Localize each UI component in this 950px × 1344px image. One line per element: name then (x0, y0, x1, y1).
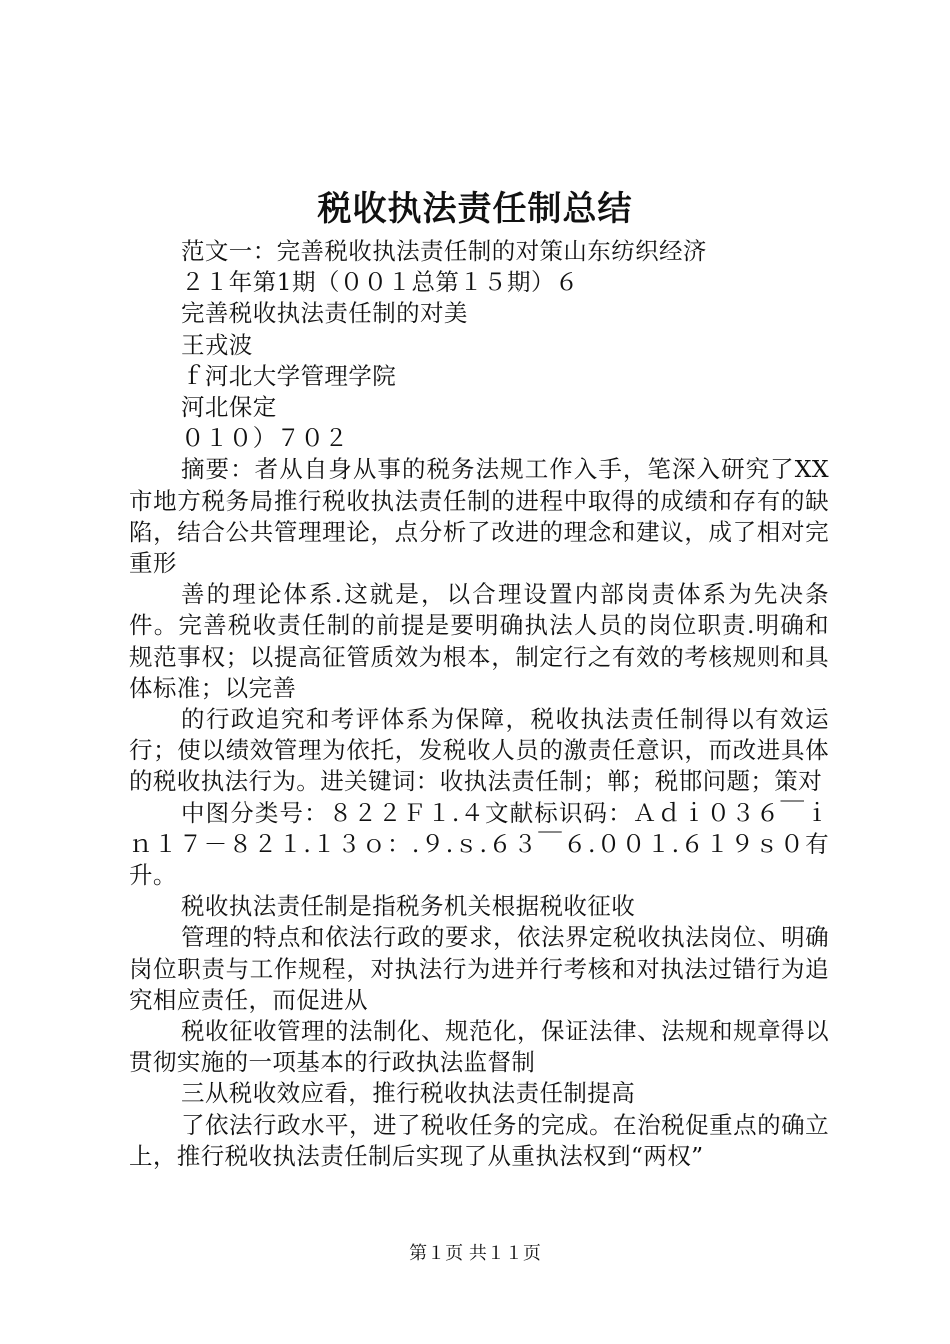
document-body (129, 236, 829, 1172)
paragraph: 中图分类号：８２２Ｆ１.４文献标识码：Ａｄｉ０３６￣ｉｎ１７－８２１.１３ｏ：.９.ｓ.６３￣６.００１.６１９ｓ０有升。 (129, 798, 829, 890)
text-line: 河北保定 (181, 393, 277, 422)
paragraph: 税收征收管理的法制化、规范化，保证法律、法规和规章得以贯彻实施的一项基本的行政执法监督制 (129, 1017, 829, 1077)
text-line: ０１０）７０２ (181, 424, 349, 453)
text-line: ｆ河北大学管理学院 (181, 361, 397, 390)
paragraph: 摘要：者从自身从事的税务法规工作入手，笔深入研究了XX市地方税务局推行税收执法责任制的进程中取得的成绩和存有的缺陷，结合公共管理理论，点分析了改进的理念和建议，成了相对完重形 (129, 455, 829, 578)
text-line: ２１年第1期（００１总第１５期）６ (181, 268, 579, 297)
page-footer: 第１页 共１１页 (409, 1243, 541, 1264)
paragraph: 税收执法责任制是指税务机关根据税收征收 (181, 892, 636, 921)
paragraph: 管理的特点和依法行政的要求，依法界定税收执法岗位、明确岗位职责与工作规程，对执法行为进并行考核和对执法过错行为追究相应责任，而促进从 (129, 923, 829, 1014)
text-line: 王戎波 (181, 330, 253, 359)
paragraph: 的行政追究和考评体系为保障，税收执法责任制得以有效运行；使以绩效管理为依托，发税收人员的激责任意识，而改进具体的税收执法行为。进关键词：收执法责任制；郸；税邯问题；策对 (129, 705, 829, 796)
paragraph: 了依法行政水平，进了税收任务的完成。在治税促重点的确立上，推行税收执法责任制后实现了从重执法权到“两权” (129, 1110, 829, 1170)
text-line: 范文一：完善税收执法责任制的对策山东纺织经济 (181, 237, 707, 265)
text-line: 完善税收执法责任制的对美 (181, 299, 468, 328)
paragraph: 善的理论体系.这就是，以合理设置内部岗责体系为先决条件。完善税收责任制的前提是要明确执法人员的岗位职责.明确和规范事权；以提高征管质效为根本，制定行之有效的考核规则和具体标准；以完善 (129, 580, 829, 702)
paragraph: 三从税收效应看，推行税收执法责任制提高 (181, 1079, 636, 1108)
page-title: 税收执法责任制总结 (317, 189, 633, 229)
